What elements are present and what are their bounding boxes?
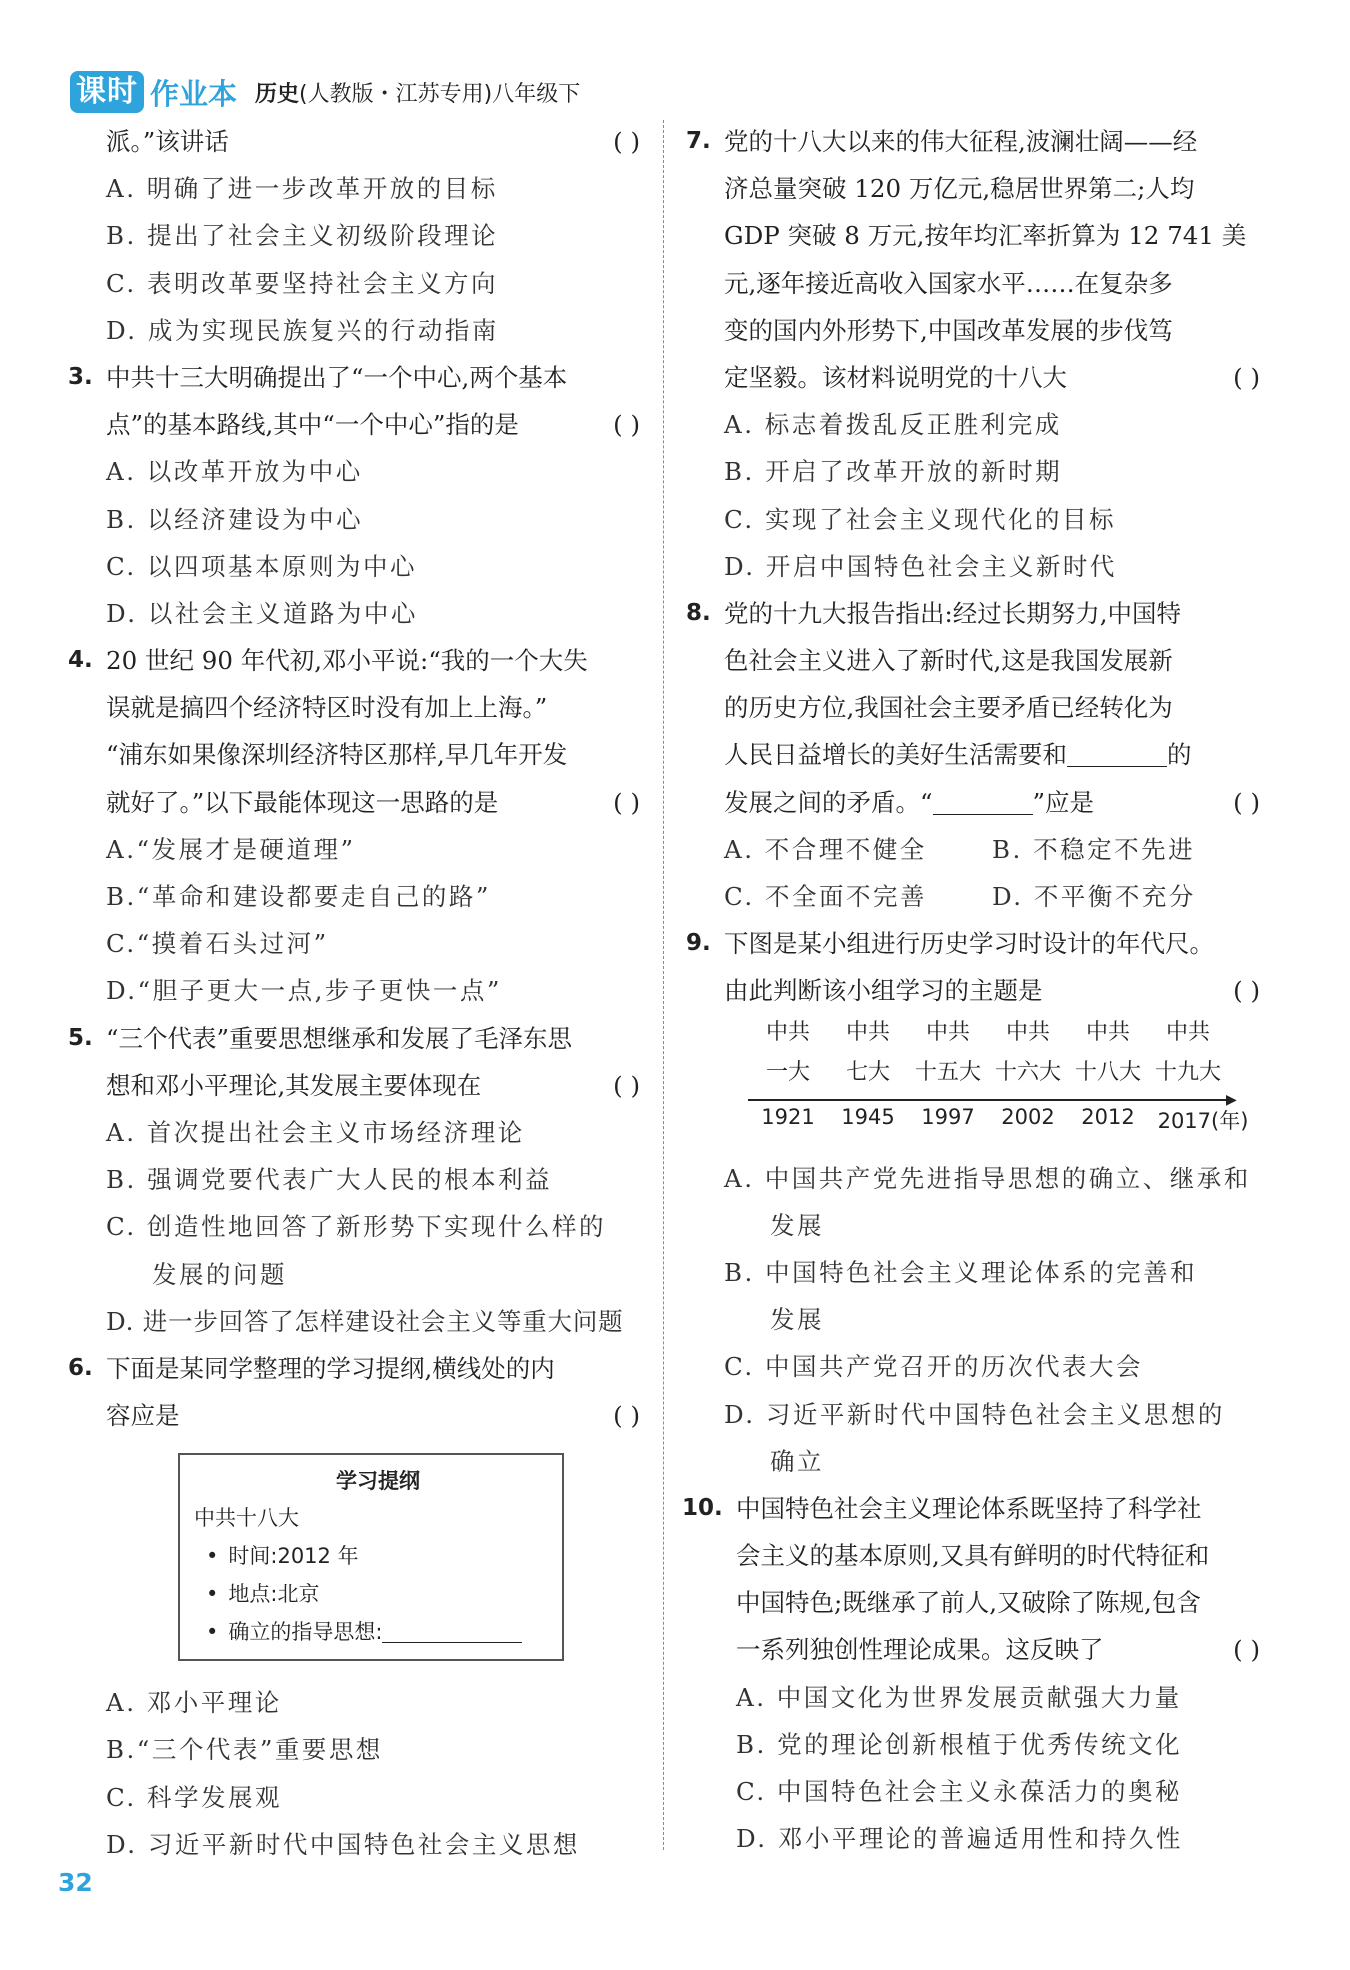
question-stem-line: 派。”该讲话 ( ) (70, 118, 640, 165)
question-number: 9. (686, 930, 711, 957)
option-c: C.“摸着石头过河” (106, 929, 329, 959)
fill-in-blank (382, 1616, 522, 1643)
option-a: A. 中国文化为世界发展贡献强大力量 (736, 1682, 1182, 1712)
option-b: B. 党的理论创新根植于优秀传统文化 (736, 1729, 1183, 1759)
outline-item: • 地点:北京 (206, 1582, 320, 1607)
subject-edition: (人教版・江苏专用)八年级下 (299, 81, 581, 107)
option-b: B. 提出了社会主义初级阶段理论 (106, 221, 499, 251)
answer-bracket: ( ) (613, 787, 640, 817)
timeline-label: 中共 (845, 1019, 890, 1045)
bullet-icon: • (206, 1620, 219, 1645)
question-9-line-1: 9. 下图是某小组进行历史学习时设计的年代尺。 (688, 920, 1260, 967)
question-8-line-5: 发展之间的矛盾。“ ”应是 ( ) (688, 779, 1260, 826)
timeline-label: 七大 (845, 1059, 890, 1085)
question-4-line-2: 误就是搞四个经济特区时没有加上上海。” (106, 693, 548, 723)
option-row (688, 826, 1260, 873)
page-header (70, 68, 580, 116)
question-10-line-3: 中国特色;既继承了前人,又破除了陈规,包含 (736, 1588, 1201, 1618)
option-d: D. 不平衡不充分 (992, 882, 1196, 911)
option-a: A. 邓小平理论 (106, 1688, 282, 1718)
option-a: A. 不合理不健全 (724, 834, 927, 864)
option-c: C. 创造性地回答了新形势下实现什么样的 (106, 1212, 606, 1242)
timeline-year: 1945 (841, 1104, 895, 1129)
option-d-continued: 确立 (770, 1446, 824, 1476)
answer-bracket: ( ) (613, 410, 640, 440)
option-d: D. 成为实现民族复兴的行动指南 (106, 315, 499, 345)
option-b: B. 中国特色社会主义理论体系的完善和 (724, 1257, 1198, 1287)
option-row (688, 873, 1260, 920)
answer-bracket: ( ) (1233, 976, 1260, 1006)
timeline-label: 中共 (1005, 1019, 1050, 1045)
answer-bracket: ( ) (613, 127, 640, 156)
timeline-label: 中共 (1165, 1019, 1210, 1045)
timeline-year: 2012 (1081, 1104, 1135, 1129)
answer-bracket: ( ) (1233, 362, 1260, 392)
question-6-line-2: 容应是 ( ) (70, 1392, 640, 1439)
option-a: A. 中国共产党先进指导思想的确立、继承和 (724, 1163, 1251, 1193)
timeline-label: 十五大 (914, 1059, 981, 1085)
page-number: 32 (58, 1868, 93, 1897)
left-column (70, 118, 640, 1868)
option-a: A. 首次提出社会主义市场经济理论 (106, 1117, 525, 1147)
option-c: C. 不全面不完善 (724, 882, 927, 911)
timeline-year: 2002 (1001, 1104, 1055, 1129)
timeline-label: 中共 (925, 1019, 970, 1045)
question-5-line-1: 5. “三个代表”重要思想继承和发展了毛泽东思 (70, 1015, 640, 1062)
outline-item: • 确立的指导思想: (194, 1613, 562, 1651)
timeline-year: 1921 (761, 1104, 815, 1129)
timeline-label: 一大 (765, 1059, 810, 1085)
question-7-line-1: 7. 党的十八大以来的伟大征程,波澜壮阔——经 (688, 118, 1260, 165)
option-b: B.“革命和建设都要走自己的路” (106, 882, 491, 911)
option-d: D. 以社会主义道路为中心 (106, 598, 418, 628)
question-7-line-5: 变的国内外形势下,中国改革发展的步伐笃 (724, 315, 1173, 345)
outline-title: 学习提纲 (336, 1469, 420, 1494)
question-10-line-4: 一系列独创性理论成果。这反映了 ( ) (688, 1626, 1260, 1673)
timeline-label: 十六大 (994, 1059, 1061, 1085)
study-outline-box (178, 1453, 564, 1661)
option-c: C. 以四项基本原则为中心 (106, 551, 417, 581)
question-9-line-2: 由此判断该小组学习的主题是 ( ) (688, 967, 1260, 1014)
option-b: B. 强调党要代表广大人民的根本利益 (106, 1165, 553, 1195)
answer-bracket: ( ) (1233, 1635, 1260, 1665)
question-3-line-1: 3. 中共十三大明确提出了“一个中心,两个基本 (70, 354, 640, 401)
option-b-continued: 发展 (770, 1305, 824, 1335)
option-d: D. 进一步回答了怎样建设社会主义等重大问题 (106, 1306, 624, 1336)
question-7-line-4: 元,逐年接近高收入国家水平……在复杂多 (724, 268, 1173, 298)
outline-heading: 中共十八大 (194, 1506, 299, 1531)
question-number: 7. (686, 128, 711, 154)
timeline-years (748, 1105, 1258, 1135)
option-a: A. 明确了进一步改革开放的目标 (106, 174, 498, 204)
question-3-line-2: 点”的基本路线,其中“一个中心”指的是 ( ) (70, 401, 640, 448)
option-a: A. 以改革开放为中心 (106, 457, 363, 487)
option-d: D. 开启中国特色社会主义新时代 (724, 551, 1117, 581)
question-7-line-2: 济总量突破 120 万亿元,稳居世界第二;人均 (724, 174, 1195, 204)
question-8-line-3: 的历史方位,我国社会主要矛盾已经转化为 (724, 693, 1173, 723)
option-d: D.“胆子更大一点,步子更快一点” (106, 976, 502, 1006)
answer-bracket: ( ) (613, 1401, 640, 1431)
bullet-icon: • (206, 1582, 219, 1607)
fill-in-blank (933, 786, 1033, 815)
year-timeline (748, 1015, 1258, 1155)
timeline-year: 1997 (921, 1104, 975, 1129)
option-b: B. 以经济建设为中心 (106, 504, 364, 534)
arrow-right-icon: ▶ (1226, 1091, 1237, 1108)
option-c: C. 中国特色社会主义永葆活力的奥秘 (736, 1777, 1182, 1806)
question-number: 5. (68, 1024, 93, 1051)
question-8-line-4: 人民日益增长的美好生活需要和 的 (724, 740, 1192, 770)
logo-text: 作业本 (150, 76, 238, 111)
timeline-year: 2017(年) (1157, 1108, 1249, 1133)
option-a: A.“发展才是硬道理” (106, 834, 356, 864)
timeline-congress-labels (748, 1055, 1258, 1091)
book-logo (70, 71, 237, 113)
question-4-line-3: “浦东如果像深圳经济特区那样,早几年开发 (106, 740, 568, 770)
question-6-line-1: 6. 下面是某同学整理的学习提纲,横线处的内 (70, 1345, 640, 1392)
question-number: 6. (68, 1354, 93, 1381)
column-divider (663, 120, 664, 1850)
subject-title (255, 77, 580, 108)
question-number: 8. (686, 599, 711, 626)
question-4-line-1: 4. 20 世纪 90 年代初,邓小平说:“我的一个大失 (70, 637, 640, 684)
option-a-continued: 发展 (770, 1210, 824, 1240)
question-4-line-4: 就好了。”以下最能体现这一思路的是 ( ) (70, 779, 640, 826)
right-column (682, 118, 1260, 1862)
timeline-label: 中共 (765, 1019, 810, 1045)
fill-in-blank (1067, 738, 1167, 767)
question-5-line-2: 想和邓小平理论,其发展主要体现在 ( ) (70, 1062, 640, 1109)
timeline-axis (748, 1099, 1232, 1101)
question-10-line-1: 10. 中国特色社会主义理论体系既坚持了科学社 (688, 1485, 1260, 1532)
question-8-line-2: 色社会主义进入了新时代,这是我国发展新 (724, 646, 1173, 676)
question-number: 3. (68, 363, 93, 390)
option-c: C. 表明改革要坚持社会主义方向 (106, 268, 498, 298)
outline-item: • 时间:2012 年 (206, 1544, 359, 1569)
option-b: B. 不稳定不先进 (992, 834, 1196, 864)
timeline-top-labels (748, 1015, 1258, 1051)
timeline-label: 中共 (1085, 1019, 1130, 1045)
option-c-continued: 发展的问题 (152, 1259, 287, 1289)
option-d: D. 邓小平理论的普遍适用性和持久性 (736, 1824, 1183, 1854)
subject-name: 历史 (255, 81, 300, 107)
question-number: 4. (68, 647, 93, 674)
option-b: B. 开启了改革开放的新时期 (724, 457, 1063, 487)
logo-badge: 课时 (70, 71, 144, 113)
timeline-label: 十八大 (1074, 1059, 1141, 1085)
bullet-icon: • (206, 1544, 219, 1569)
option-d: D. 习近平新时代中国特色社会主义思想的 (724, 1399, 1225, 1429)
answer-bracket: ( ) (613, 1070, 640, 1100)
question-8-line-1: 8. 党的十九大报告指出:经过长期努力,中国特 (688, 590, 1260, 637)
question-number: 10. (682, 1494, 723, 1521)
option-c: C. 科学发展观 (106, 1782, 282, 1812)
option-a: A. 标志着拨乱反正胜利完成 (724, 410, 1062, 440)
option-c: C. 中国共产党召开的历次代表大会 (724, 1352, 1143, 1382)
question-7-line-3: GDP 突破 8 万元,按年均汇率折算为 12 741 美 (724, 221, 1247, 251)
question-7-line-6: 定坚毅。该材料说明党的十八大 ( ) (688, 354, 1260, 401)
timeline-label: 十九大 (1154, 1059, 1221, 1085)
option-c: C. 实现了社会主义现代化的目标 (724, 504, 1116, 534)
option-d: D. 习近平新时代中国特色社会主义思想 (106, 1829, 580, 1859)
answer-bracket: ( ) (1233, 787, 1260, 817)
option-b: B.“三个代表”重要思想 (106, 1735, 383, 1765)
question-10-line-2: 会主义的基本原则,又具有鲜明的时代特征和 (736, 1541, 1210, 1571)
